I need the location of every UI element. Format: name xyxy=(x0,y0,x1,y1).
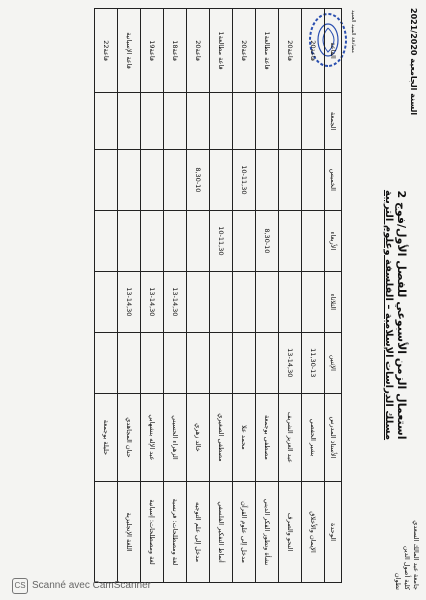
scanner-watermark-text: Scanné avec CamScanner xyxy=(32,580,151,591)
table-cell: اللغة الإنجليزية xyxy=(118,482,141,583)
table-cell xyxy=(95,93,118,150)
table-cell xyxy=(118,332,141,393)
timetable xyxy=(94,8,342,583)
table-cell xyxy=(187,210,210,271)
table-cell: الإيمان والأخلاق xyxy=(302,482,325,583)
table-cell: 13-14,30 xyxy=(141,271,164,332)
table-cell xyxy=(256,149,279,210)
table-cell xyxy=(210,271,233,332)
column-header: الأستاذ المدرس xyxy=(325,393,342,481)
table-cell xyxy=(141,210,164,271)
table-cell: 13-14,30 xyxy=(164,271,187,332)
table-cell xyxy=(279,93,302,150)
table-cell: لغة ومصطلحات: إسبانية xyxy=(141,482,164,583)
table-cell: حنان المجاهدي xyxy=(118,393,141,481)
table-cell: خالد زهري xyxy=(187,393,210,481)
table-row xyxy=(279,9,302,583)
table-cell: أنماط التفكير الفلسفي xyxy=(210,482,233,583)
camscanner-logo-icon: CS xyxy=(12,578,28,594)
document-title: استعمال الزمن الأسبوعي للفصل الأول/فوج 2 xyxy=(395,190,408,440)
table-cell: قاعة22 xyxy=(95,9,118,93)
table-cell: محمد علا xyxy=(233,393,256,481)
table-row xyxy=(256,9,279,583)
column-header: القاعة xyxy=(325,9,342,93)
table-cell xyxy=(302,93,325,150)
table-cell: 10-11,30 xyxy=(210,210,233,271)
table-cell xyxy=(164,210,187,271)
column-header: الإثنين xyxy=(325,332,342,393)
stamp-caption: مصادقة السيد العميد xyxy=(350,10,356,53)
institution-line-3: تطوان xyxy=(394,572,402,590)
table-cell xyxy=(95,210,118,271)
table-cell: قاعة مطالعة1 xyxy=(210,9,233,93)
table-cell: نشأة وتطور الفكر الديني xyxy=(256,482,279,583)
table-cell xyxy=(256,271,279,332)
table-cell: قاعة20 xyxy=(233,9,256,93)
table-cell xyxy=(95,149,118,210)
table-cell: 10-11,30 xyxy=(233,149,256,210)
table-cell xyxy=(187,332,210,393)
table-cell xyxy=(279,210,302,271)
table-cell xyxy=(279,149,302,210)
table-cell xyxy=(210,332,233,393)
table-cell xyxy=(256,332,279,393)
table-row xyxy=(233,9,256,583)
table-cell xyxy=(141,149,164,210)
table-cell xyxy=(279,271,302,332)
table-cell: مصطفى الصغيري xyxy=(210,393,233,481)
table-row xyxy=(164,9,187,583)
table-cell: قاعة الإسبانية xyxy=(118,9,141,93)
table-row xyxy=(95,9,118,583)
table-cell xyxy=(164,332,187,393)
table-cell: مدخل إلى علم التوجيه xyxy=(187,482,210,583)
table-cell xyxy=(95,332,118,393)
table-cell xyxy=(302,271,325,332)
academic-year: السنة الجامعية 2021/2020 xyxy=(409,8,418,116)
table-cell: 8,30-10 xyxy=(256,210,279,271)
column-header: الثلاثاء xyxy=(325,271,342,332)
table-cell: حليلة بوجمعة xyxy=(95,393,118,481)
table-cell xyxy=(256,93,279,150)
table-cell: عبد العزيز الشريف xyxy=(279,393,302,481)
table-row xyxy=(141,9,164,583)
table-cell xyxy=(118,210,141,271)
table-cell: بشير الحفصي xyxy=(302,393,325,481)
table-cell: مدخل إلى علوم القرآن xyxy=(233,482,256,583)
table-cell: 11,30-13 xyxy=(302,332,325,393)
table-header-row xyxy=(325,9,342,583)
table-cell: قاعة20 xyxy=(302,9,325,93)
column-header: الوحدة xyxy=(325,482,342,583)
table-cell: النحو والصرف xyxy=(279,482,302,583)
table-cell xyxy=(233,93,256,150)
table-cell xyxy=(302,210,325,271)
table-cell xyxy=(95,271,118,332)
table-cell: الزهراء الحسيني xyxy=(164,393,187,481)
table-cell xyxy=(164,149,187,210)
table-cell: قاعة مطالعة1 xyxy=(256,9,279,93)
table-cell xyxy=(141,93,164,150)
table-cell: قاعة19 xyxy=(141,9,164,93)
table-cell xyxy=(95,482,118,583)
table-cell xyxy=(187,93,210,150)
table-cell: قاعة20 xyxy=(279,9,302,93)
table-cell: مصطفى بوجمعة xyxy=(256,393,279,481)
institution-header xyxy=(393,500,420,590)
table-cell xyxy=(187,271,210,332)
column-header: الجمعة xyxy=(325,93,342,150)
table-cell: عبد الإله بنشهابي xyxy=(141,393,164,481)
table-cell xyxy=(164,93,187,150)
table-cell xyxy=(118,93,141,150)
column-header: الأربعاء xyxy=(325,210,342,271)
document-subtitle: مسلك الدراسات الإسلامية – الفلسفة وعلوم التربية xyxy=(383,189,394,441)
table-cell xyxy=(210,93,233,150)
table-cell: قاعة20 xyxy=(187,9,210,93)
table-cell: لغة ومصطلحات: فرنسية xyxy=(164,482,187,583)
institution-line-1: جامعة عبد المالك السعدي xyxy=(412,520,420,590)
table-cell xyxy=(233,210,256,271)
table-cell: 13-14,30 xyxy=(279,332,302,393)
table-cell xyxy=(302,149,325,210)
column-header: الخميس xyxy=(325,149,342,210)
table-row xyxy=(210,9,233,583)
table-cell xyxy=(210,149,233,210)
scanner-watermark xyxy=(12,578,151,594)
table-cell xyxy=(233,332,256,393)
table-cell: قاعة18 xyxy=(164,9,187,93)
table-cell xyxy=(118,149,141,210)
table-cell xyxy=(233,271,256,332)
table-cell xyxy=(141,332,164,393)
table-cell: 8,30-10 xyxy=(187,149,210,210)
table-row xyxy=(118,9,141,583)
table-row xyxy=(302,9,325,583)
institution-line-2: كلية أصول الدين xyxy=(403,545,411,590)
table-row xyxy=(187,9,210,583)
table-cell: 13-14,30 xyxy=(118,271,141,332)
